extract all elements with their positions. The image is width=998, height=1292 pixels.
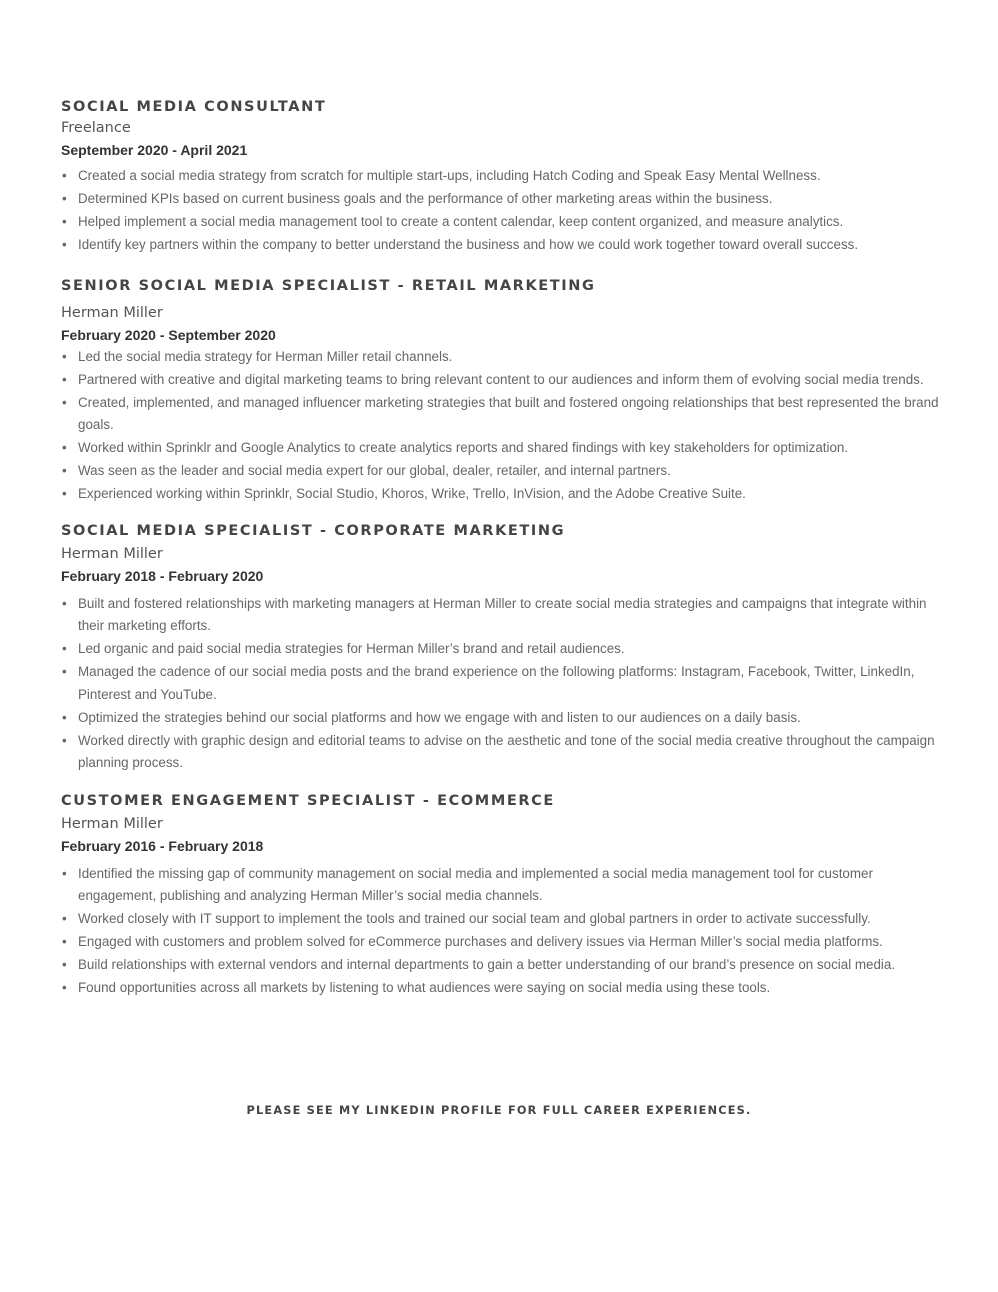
bullet-icon: • bbox=[62, 214, 67, 229]
responsibility-text: Worked directly with graphic design and editorial teams to advise on the aesthetic and tone of the social media creative throughout the campaign planning process. bbox=[78, 732, 935, 770]
list-item bbox=[61, 346, 941, 369]
bullet-icon: • bbox=[62, 934, 67, 949]
bullet-icon: • bbox=[62, 664, 67, 679]
employment-dates: February 2020 - September 2020 bbox=[61, 326, 276, 343]
list-item bbox=[61, 593, 941, 638]
list-item bbox=[61, 908, 941, 931]
list-item bbox=[61, 211, 941, 234]
list-item bbox=[61, 392, 941, 437]
bullet-icon: • bbox=[62, 709, 67, 725]
responsibility-text: Worked within Sprinklr and Google Analytics to create analytics reports and shared findings with key stakeholders for optimization. bbox=[78, 440, 849, 455]
list-item bbox=[61, 234, 941, 257]
responsibilities-list bbox=[61, 165, 941, 257]
job-title: CUSTOMER ENGAGEMENT SPECIALIST - ECOMMERCE bbox=[61, 792, 555, 809]
job-title: SOCIAL MEDIA CONSULTANT bbox=[61, 99, 327, 115]
bullet-icon: • bbox=[62, 440, 67, 455]
responsibility-text: Created a social media strategy from scratch for multiple start-ups, including Hatch Coding and Speak Easy Mental Wellness. bbox=[78, 168, 821, 183]
list-item bbox=[61, 460, 941, 483]
linkedin-note: PLEASE SEE MY LINKEDIN PROFILE FOR FULL CAREER EXPERIENCES. bbox=[246, 1104, 752, 1117]
list-item bbox=[61, 165, 941, 188]
job-title: SOCIAL MEDIA SPECIALIST - CORPORATE MARKETING bbox=[61, 522, 566, 539]
bullet-icon: • bbox=[62, 732, 67, 748]
list-item bbox=[61, 977, 941, 1000]
responsibilities-list bbox=[61, 593, 941, 775]
employment-dates: September 2020 - April 2021 bbox=[61, 142, 248, 158]
responsibility-text: Identify key partners within the company to better understand the business and how we could work together toward overall success. bbox=[78, 237, 859, 252]
bullet-icon: • bbox=[62, 641, 67, 656]
responsibility-text: Helped implement a social media management tool to create a content calendar, keep content organized, and measure analytics. bbox=[78, 214, 844, 229]
bullet-icon: • bbox=[62, 595, 67, 611]
company-name: Freelance bbox=[61, 120, 131, 136]
list-item bbox=[61, 638, 941, 661]
responsibility-text: Worked closely with IT support to implement the tools and trained our social team and global partners in order to activate successfully. bbox=[78, 911, 871, 926]
job-entry bbox=[61, 98, 941, 257]
responsibilities-list bbox=[61, 346, 941, 506]
responsibility-text: Built and fostered relationships with marketing managers at Herman Miller to create social media strategies and campaigns that integrate within their marketing efforts. bbox=[78, 595, 927, 633]
job-entry bbox=[61, 792, 941, 1000]
bullet-icon: • bbox=[62, 237, 67, 252]
list-item bbox=[61, 661, 941, 706]
company-name: Herman Miller bbox=[61, 545, 163, 562]
responsibility-text: Was seen as the leader and social media expert for our global, dealer, retailer, and internal partners. bbox=[78, 463, 671, 478]
resume-experience-section bbox=[61, 98, 941, 1000]
bullet-icon: • bbox=[62, 168, 67, 183]
responsibilities-list bbox=[61, 863, 941, 1000]
responsibility-text: Build relationships with external vendors and internal departments to gain a better understanding of our brand’s presence on social media. bbox=[78, 957, 896, 972]
company-name: Herman Miller bbox=[61, 304, 163, 321]
job-entry bbox=[61, 522, 941, 775]
bullet-icon: • bbox=[62, 394, 67, 410]
responsibility-text: Managed the cadence of our social media posts and the brand experience on the following platforms: Instagram, Facebook, Twitter, LinkedIn, Pinterest and YouTube. bbox=[78, 664, 915, 702]
responsibility-text: Led organic and paid social media strategies for Herman Miller’s brand and retail audiences. bbox=[78, 641, 625, 656]
employment-dates: February 2018 - February 2020 bbox=[61, 567, 264, 584]
job-entry bbox=[61, 277, 941, 506]
bullet-icon: • bbox=[62, 980, 67, 995]
responsibility-text: Found opportunities across all markets by listening to what audiences were saying on social media using these tools. bbox=[78, 980, 771, 995]
responsibility-text: Created, implemented, and managed influencer marketing strategies that built and fostered ongoing relationships that best represented the brand goals. bbox=[78, 394, 939, 432]
bullet-icon: • bbox=[62, 865, 67, 881]
bullet-icon: • bbox=[62, 957, 67, 972]
list-item bbox=[61, 863, 941, 908]
responsibility-text: Partnered with creative and digital marketing teams to bring relevant content to our audiences and inform them of evolving social media trends. bbox=[78, 371, 924, 387]
bullet-icon: • bbox=[62, 486, 67, 501]
bullet-icon: • bbox=[62, 911, 67, 926]
bullet-icon: • bbox=[62, 463, 67, 478]
list-item bbox=[61, 437, 941, 460]
company-name: Herman Miller bbox=[61, 815, 163, 832]
list-item bbox=[61, 483, 941, 506]
list-item bbox=[61, 931, 941, 954]
list-item bbox=[61, 369, 941, 392]
responsibility-text: Experienced working within Sprinklr, Social Studio, Khoros, Wrike, Trello, InVision, and the Adobe Creative Suite. bbox=[78, 486, 746, 501]
list-item bbox=[61, 954, 941, 977]
responsibility-text: Determined KPIs based on current business goals and the performance of other marketing areas within the business. bbox=[78, 191, 773, 206]
bullet-icon: • bbox=[62, 191, 67, 206]
list-item bbox=[61, 730, 941, 775]
responsibility-text: Led the social media strategy for Herman Miller retail channels. bbox=[78, 348, 453, 364]
responsibility-text: Engaged with customers and problem solved for eCommerce purchases and delivery issues via Herman Miller’s social media platforms. bbox=[78, 934, 883, 949]
employment-dates: February 2016 - February 2018 bbox=[61, 837, 264, 854]
list-item bbox=[61, 188, 941, 211]
bullet-icon: • bbox=[62, 371, 67, 387]
responsibility-text: Identified the missing gap of community management on social media and implemented a social media management tool for customer engagement, publishing and analyzing Herman Miller’s social media channels. bbox=[78, 865, 873, 903]
responsibility-text: Optimized the strategies behind our social platforms and how we engage with and listen to our audiences on a daily basis. bbox=[78, 709, 801, 725]
list-item bbox=[61, 707, 941, 730]
job-title: SENIOR SOCIAL MEDIA SPECIALIST - RETAIL MARKETING bbox=[61, 277, 596, 294]
bullet-icon: • bbox=[62, 348, 67, 364]
